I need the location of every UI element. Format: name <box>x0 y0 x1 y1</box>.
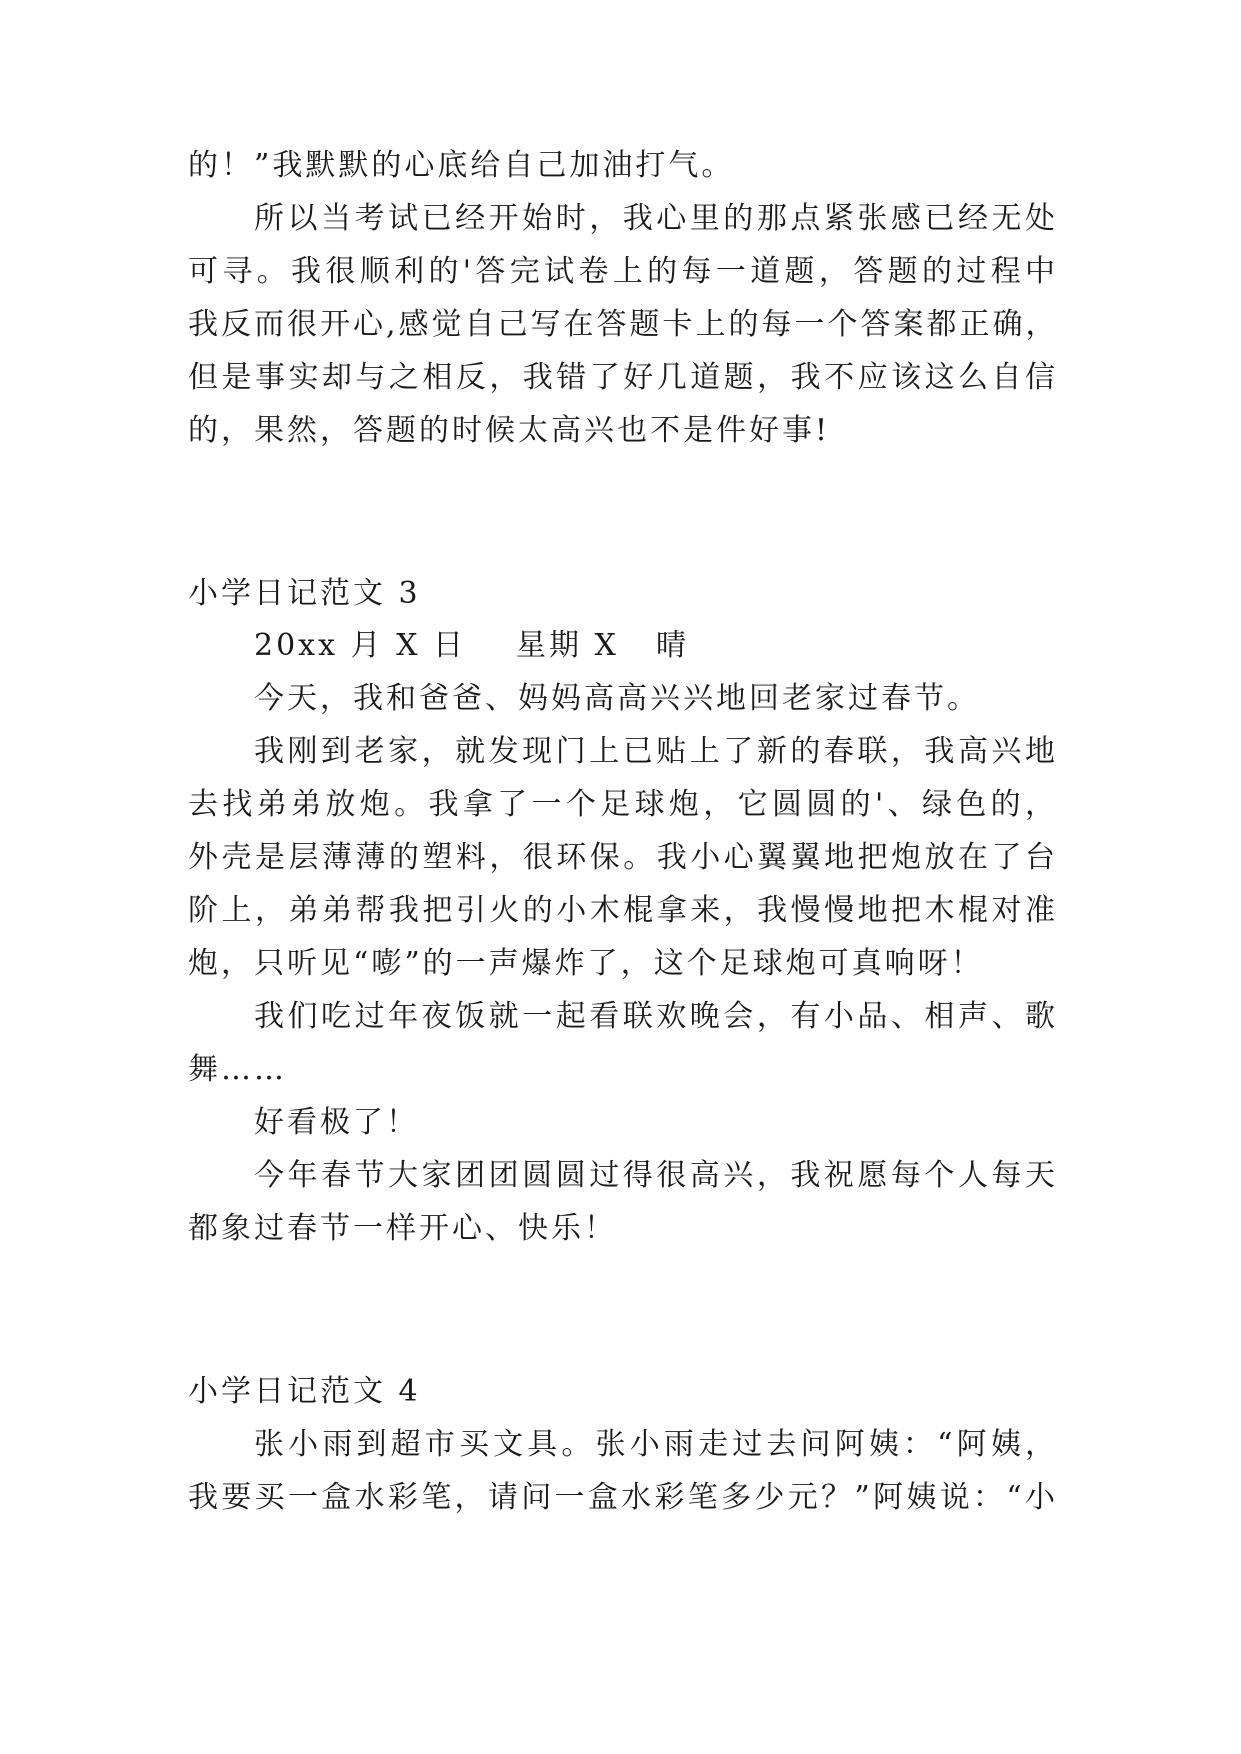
diary-date: 20xx 月 X 日 <box>254 628 466 663</box>
section-heading: 小学日记范文 3 <box>188 576 421 611</box>
text-line: 所以当考试已经开始时，我心里的那点紧张感已经无处 <box>254 201 1058 236</box>
text-line: 但是事实却与之相反，我错了好几道题，我不应该这么自信 <box>188 360 1058 395</box>
text-line: 我要买一盒水彩笔，请问一盒水彩笔多少元？”阿姨说：“小 <box>188 1480 1058 1515</box>
text-line: 的，果然，答题的时候太高兴也不是件好事! <box>188 413 831 448</box>
diary-weather: 晴 <box>656 628 689 663</box>
text-line: 今天，我和爸爸、妈妈高高兴兴地回老家过春节。 <box>254 681 980 716</box>
text-line: 炮，只听见“嘭”的一声爆炸了，这个足球炮可真响呀！ <box>188 946 984 981</box>
text-line: 可寻。我很顺利的'答完试卷上的每一道题，答题的过程中 <box>188 254 1058 289</box>
text-line: 的！”我默默的心底给自己加油打气。 <box>188 148 735 183</box>
section-heading: 小学日记范文 4 <box>188 1374 421 1409</box>
diary-weekday: 星期 X <box>516 628 619 663</box>
text-line: 阶上，弟弟帮我把引火的小木棍拿来，我慢慢地把木棍对准 <box>188 893 1058 928</box>
text-line: 我们吃过年夜饭就一起看联欢晚会，有小品、相声、歌 <box>254 999 1058 1034</box>
text-line: 好看极了！ <box>254 1105 419 1140</box>
text-line: 外壳是层薄薄的塑料，很环保。我小心翼翼地把炮放在了台 <box>188 840 1058 875</box>
text-line: 我反而很开心,感觉自己写在答题卡上的每一个答案都正确， <box>188 307 1059 342</box>
text-line: 今年春节大家团团圆圆过得很高兴，我祝愿每个人每天 <box>254 1158 1058 1193</box>
text-line: 都象过春节一样开心、快乐！ <box>188 1211 617 1246</box>
text-line: 我刚到老家，就发现门上已贴上了新的春联，我高兴地 <box>254 734 1058 769</box>
text-line: 去找弟弟放炮。我拿了一个足球炮，它圆圆的'、绿色的， <box>188 787 1058 822</box>
text-line: 张小雨到超市买文具。张小雨走过去问阿姨：“阿姨， <box>254 1427 1058 1462</box>
text-line: 舞…… <box>188 1052 287 1087</box>
diary-date-line <box>254 626 1058 666</box>
